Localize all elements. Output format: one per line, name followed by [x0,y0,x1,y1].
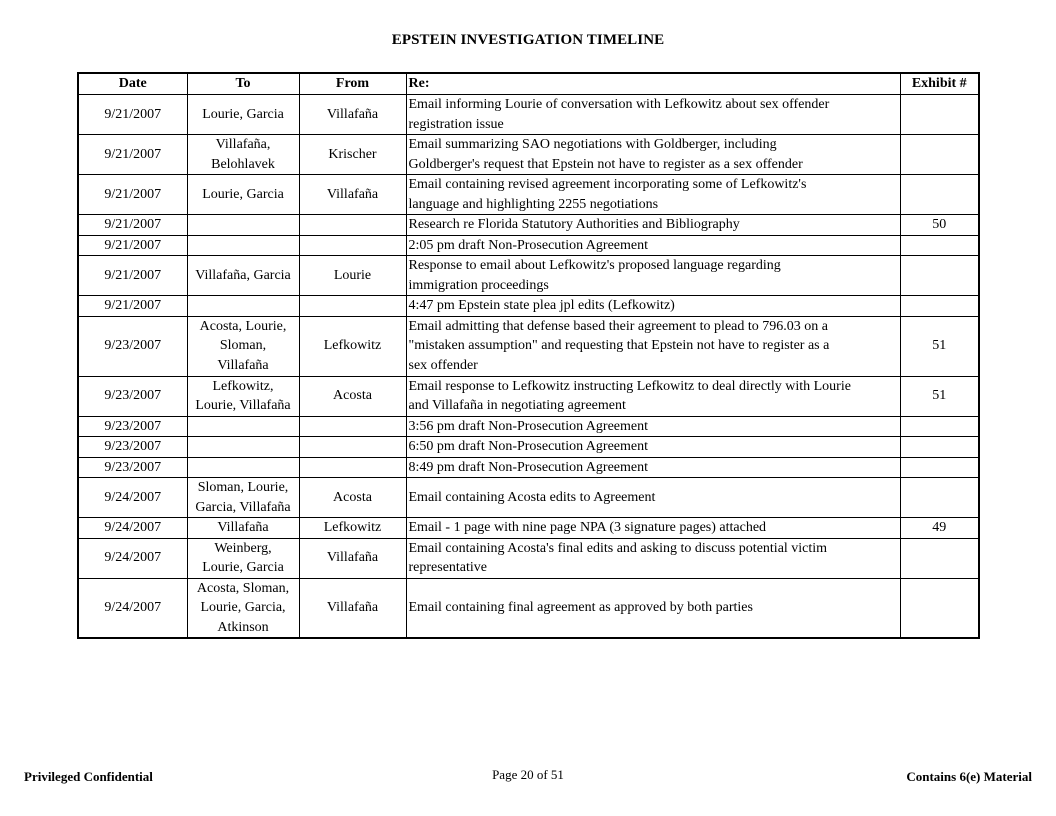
cell-exhibit [900,437,979,458]
cell-re [406,175,900,215]
cell-to-line: Lourie, Garcia [202,186,284,202]
cell-from: Villafaña [299,95,406,135]
cell-from [299,235,406,256]
cell-re-line: Email containing Acosta edits to Agreement [408,489,656,505]
cell-date: 9/24/2007 [78,578,187,638]
cell-exhibit [900,135,979,175]
cell-from: Lefkowitz [299,518,406,539]
cell-to [187,135,299,175]
cell-re [406,235,900,256]
table-row [78,215,979,236]
cell-re-line: sex offender [408,357,478,373]
cell-to [187,416,299,437]
cell-re [406,256,900,296]
cell-from [299,416,406,437]
table-row [78,478,979,518]
cell-date: 9/24/2007 [78,538,187,578]
column-header-exhibit: Exhibit # [900,73,979,95]
cell-re [406,296,900,317]
cell-re-line: Email containing final agreement as approved by both parties [408,600,753,615]
table-row [78,457,979,478]
cell-to-line: Weinberg, [214,540,272,556]
cell-re-line: 3:56 pm draft Non-Prosecution Agreement [408,418,649,434]
cell-re-line: language and highlighting 2255 negotiations [408,196,659,212]
table-row [78,518,979,539]
cell-re [406,437,900,458]
cell-re [406,538,900,578]
cell-from: Acosta [299,478,406,518]
cell-to-line: Acosta, Sloman, [196,580,290,596]
cell-re-line: and Villafaña in negotiating agreement [408,398,626,413]
cell-date: 9/21/2007 [78,296,187,317]
cell-to-line: Lefkowitz, [212,378,274,394]
cell-from: Villafaña [299,578,406,638]
cell-re-line: 8:49 pm draft Non-Prosecution Agreement [408,459,649,475]
cell-date: 9/23/2007 [78,457,187,478]
cell-re [406,457,900,478]
cell-to [187,538,299,578]
column-header-re: Re: [406,73,900,95]
cell-re-line: Email containing Acosta's final edits and asking to discuss potential victim [408,540,828,556]
cell-re-line: representative [408,560,488,575]
cell-date: 9/24/2007 [78,518,187,539]
cell-to [187,235,299,256]
cell-date: 9/23/2007 [78,316,187,376]
cell-to-line: Lourie, Garcia, [200,600,286,615]
cell-to [187,478,299,518]
cell-to [187,437,299,458]
cell-to-line: Villafaña [217,520,269,535]
table-row [78,95,979,135]
cell-exhibit [900,256,979,296]
cell-to-line: Garcia, Villafaña [195,499,291,515]
cell-from [299,215,406,236]
timeline-table [77,72,980,639]
cell-to-line: Villafaña, Garcia [195,267,291,283]
cell-to-line: Lourie, Villafaña [195,398,291,413]
cell-exhibit: 51 [900,376,979,416]
footer-privileged: Privileged Confidential [24,769,153,784]
cell-re [406,215,900,236]
cell-exhibit: 49 [900,518,979,539]
table-row [78,135,979,175]
footer-contains-material: Contains 6(e) Material [906,769,1032,784]
cell-re [406,135,900,175]
cell-re-line: "mistaken assumption" and requesting that Epstein not have to register as a [408,338,830,354]
cell-re-line: immigration proceedings [408,277,549,293]
cell-to-line: Villafaña, [215,137,271,152]
cell-from: Lourie [299,256,406,296]
cell-to [187,95,299,135]
cell-exhibit [900,175,979,215]
cell-date: 9/21/2007 [78,256,187,296]
cell-re [406,578,900,638]
cell-re-line: 6:50 pm draft Non-Prosecution Agreement [408,439,649,454]
cell-to [187,376,299,416]
cell-exhibit [900,478,979,518]
footer-page-number: Page 20 of 51 [492,767,564,782]
cell-to-line: Atkinson [217,619,269,635]
column-header-to: To [187,73,299,95]
page-title: EPSTEIN INVESTIGATION TIMELINE [391,32,665,48]
cell-re [406,316,900,376]
cell-to-line: Sloman, Lourie, [197,480,289,495]
cell-to-line: Sloman, [219,338,267,354]
cell-re-line: Response to email about Lefkowitz's proposed language regarding [408,258,781,273]
table-row [78,316,979,376]
table-row [78,437,979,458]
cell-to [187,296,299,317]
timeline-body [78,95,979,639]
column-header-date: Date [78,73,187,95]
cell-to-line: Belohlavek [211,156,275,172]
table-row [78,296,979,317]
table-row [78,235,979,256]
cell-from [299,296,406,317]
cell-re-line: Email response to Lefkowitz instructing Lefkowitz to deal directly with Lourie [408,378,851,394]
cell-to-line: Lourie, Garcia [202,106,284,122]
cell-re [406,518,900,539]
cell-re-line: 2:05 pm draft Non-Prosecution Agreement [408,237,649,253]
cell-re-line: Email summarizing SAO negotiations with Goldberger, including [408,137,777,152]
cell-to-line: Acosta, Lourie, [199,318,287,334]
cell-to [187,518,299,539]
cell-re-line: Email - 1 page with nine page NPA (3 signature pages) attached [408,520,767,535]
cell-exhibit [900,235,979,256]
cell-to [187,316,299,376]
cell-exhibit [900,538,979,578]
table-row [78,578,979,638]
cell-re-line: Research re Florida Statutory Authorities and Bibliography [408,217,740,232]
cell-re-line: Email admitting that defense based their agreement to plead to 796.03 on a [408,318,828,334]
cell-re [406,376,900,416]
cell-to [187,175,299,215]
cell-exhibit [900,457,979,478]
cell-exhibit [900,296,979,317]
cell-date: 9/21/2007 [78,95,187,135]
cell-date: 9/21/2007 [78,235,187,256]
column-header-from: From [299,73,406,95]
cell-re-line: Email containing revised agreement incorporating some of Lefkowitz's [408,177,807,192]
cell-date: 9/24/2007 [78,478,187,518]
cell-exhibit: 50 [900,215,979,236]
cell-re [406,478,900,518]
cell-re [406,95,900,135]
table-row [78,256,979,296]
cell-date: 9/23/2007 [78,416,187,437]
cell-exhibit [900,95,979,135]
cell-date: 9/21/2007 [78,215,187,236]
cell-to [187,457,299,478]
table-row [78,416,979,437]
table-row [78,376,979,416]
cell-to [187,578,299,638]
cell-from [299,437,406,458]
cell-re-line: 4:47 pm Epstein state plea jpl edits (Lefkowitz) [408,298,675,313]
cell-to [187,215,299,236]
cell-re [406,416,900,437]
cell-to-line: Villafaña [217,357,269,373]
cell-exhibit: 51 [900,316,979,376]
cell-re-line: registration issue [408,116,504,132]
cell-date: 9/21/2007 [78,135,187,175]
cell-date: 9/23/2007 [78,437,187,458]
cell-from [299,457,406,478]
cell-re-line: Email informing Lourie of conversation with Lefkowitz about sex offender [408,97,830,112]
cell-from: Villafaña [299,538,406,578]
cell-exhibit [900,578,979,638]
table-row [78,538,979,578]
cell-exhibit [900,416,979,437]
cell-from: Lefkowitz [299,316,406,376]
cell-re-line: Goldberger's request that Epstein not have to register as a sex offender [408,156,803,172]
table-header-row [78,73,979,95]
cell-from: Acosta [299,376,406,416]
cell-date: 9/21/2007 [78,175,187,215]
table-row [78,175,979,215]
cell-from: Villafaña [299,175,406,215]
cell-from: Krischer [299,135,406,175]
cell-to [187,256,299,296]
cell-date: 9/23/2007 [78,376,187,416]
cell-to-line: Lourie, Garcia [202,560,284,575]
